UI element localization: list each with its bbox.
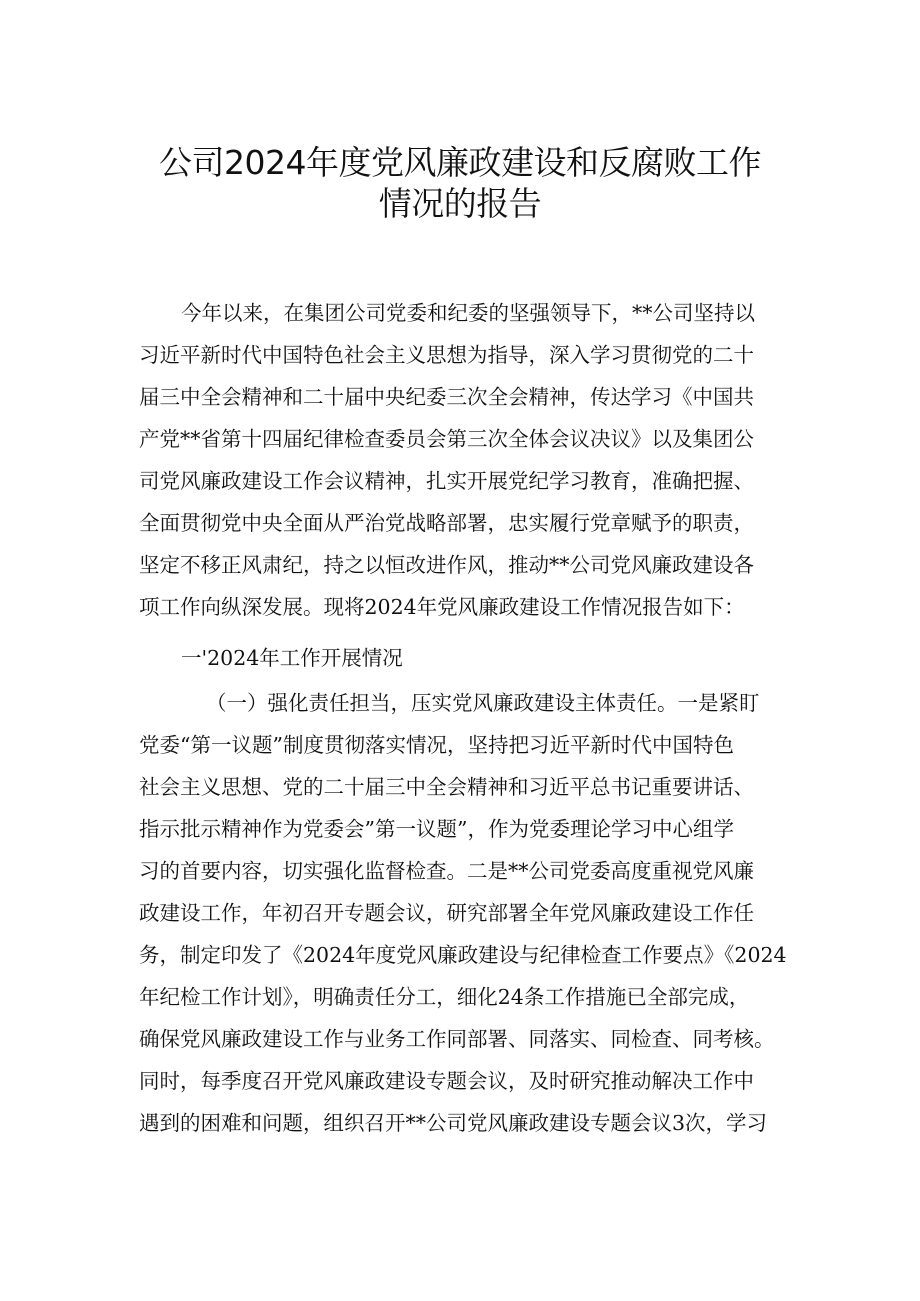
paragraph-line: 司党风廉政建设工作会议精神，扎实开展党纪学习教育，准确把握、 <box>139 469 754 493</box>
paragraph-line: 年纪检工作计划》，明确责任分工，细化24条工作措施已全部完成， <box>139 985 750 1009</box>
paragraph-line: 产党**省第十四届纪律检查委员会第三次全体会议决议》以及集团公 <box>139 427 754 451</box>
paragraph-line: 党委“第一议题”制度贯彻落实情况，坚持把习近平新时代中国特色 <box>139 733 734 757</box>
paragraph-line: 习近平新时代中国特色社会主义思想为指导，深入学习贯彻党的二十 <box>139 343 754 367</box>
paragraph-line: 务，制定印发了《2024年度党风廉政建设与纪律检查工作要点》《2024 <box>139 943 787 967</box>
document-title-line-1: 公司2024年度党风廉政建设和反腐败工作 <box>159 143 761 182</box>
paragraph-line: （一）强化责任担当，压实党风廉政建设主体责任。一是紧盯 <box>206 691 760 715</box>
paragraph-line: 今年以来，在集团公司党委和纪委的坚强领导下，**公司坚持以 <box>181 301 755 325</box>
paragraph-line: 习的首要内容，切实强化监督检查。二是**公司党委高度重视党风廉 <box>139 859 754 883</box>
paragraph-line: 坚定不移正风肃纪，持之以恒改进作风，推动**公司党风廉政建设各 <box>139 553 754 577</box>
paragraph-line: 届三中全会精神和二十届中央纪委三次全会精神，传达学习《中国共 <box>139 385 754 409</box>
paragraph-line: 确保党风廉政建设工作与业务工作同部署、同落实、同检查、同考核。 <box>139 1027 775 1051</box>
paragraph-line: 全面贯彻党中央全面从严治党战略部署，忠实履行党章赋予的职责， <box>139 511 754 535</box>
paragraph-line: 政建设工作，年初召开专题会议，研究部署全年党风廉政建设工作任 <box>139 901 754 925</box>
section-heading: 一'2024年工作开展情况 <box>181 646 403 670</box>
paragraph-line: 同时，每季度召开党风廉政建设专题会议，及时研究推动解决工作中 <box>139 1069 754 1093</box>
paragraph-line: 项工作向纵深发展。现将2024年党风廉政建设工作情况报告如下： <box>139 595 745 619</box>
paragraph-line: 社会主义思想、党的二十届三中全会精神和习近平总书记重要讲话、 <box>139 775 754 799</box>
paragraph-line: 指示批示精神作为党委会”第一议题”，作为党委理论学习中心组学 <box>139 817 734 841</box>
paragraph-line: 遇到的困难和问题，组织召开**公司党风廉政建设专题会议3次，学习 <box>139 1111 768 1135</box>
document-title-line-2: 情况的报告 <box>378 184 542 223</box>
